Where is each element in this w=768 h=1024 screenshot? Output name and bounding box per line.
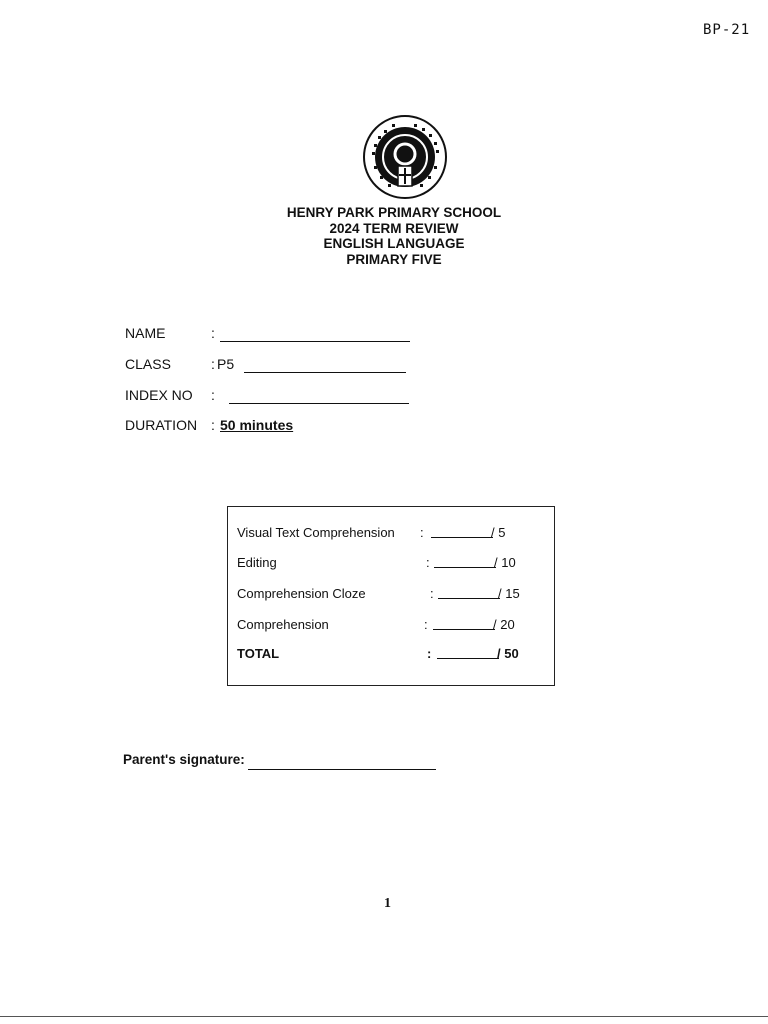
duration-value: 50 minutes xyxy=(220,417,294,433)
score-row-total: TOTAL : / 50 xyxy=(237,646,519,661)
name-blank[interactable] xyxy=(220,341,410,342)
parent-signature-blank[interactable] xyxy=(248,769,436,770)
exam-title: 2024 TERM REVIEW xyxy=(329,220,459,236)
score-row: Visual Text Comprehension : / 5 xyxy=(237,525,506,540)
bottom-divider xyxy=(0,1016,768,1017)
parent-signature-label: Parent's signature: xyxy=(123,752,245,767)
class-value: P5 xyxy=(217,356,235,372)
score-max: / 15 xyxy=(498,586,520,601)
score-row: Comprehension : / 20 xyxy=(237,617,515,632)
subject-title: ENGLISH LANGUAGE xyxy=(323,236,465,251)
score-max: / 20 xyxy=(493,617,515,632)
score-row: Comprehension Cloze : / 15 xyxy=(237,586,520,601)
score-blank[interactable] xyxy=(437,658,499,659)
school-crest-icon xyxy=(362,114,448,200)
school-name: HENRY PARK PRIMARY SCHOOL xyxy=(286,205,502,220)
score-section: Comprehension Cloze xyxy=(237,586,366,601)
score-section: TOTAL xyxy=(237,646,280,661)
index-blank[interactable] xyxy=(229,403,409,404)
name-label: NAME xyxy=(125,325,166,341)
score-blank[interactable] xyxy=(438,598,500,599)
score-section: Editing xyxy=(237,555,277,570)
score-blank[interactable] xyxy=(433,629,495,630)
score-row: Editing : / 10 xyxy=(237,555,516,570)
score-max: / 5 xyxy=(491,525,506,540)
level-title: PRIMARY FIVE xyxy=(346,251,442,267)
score-section: Comprehension xyxy=(237,617,329,632)
index-label: INDEX NO xyxy=(125,387,193,403)
score-section: Visual Text Comprehension xyxy=(237,525,395,540)
class-blank[interactable] xyxy=(244,372,406,373)
page-code: BP-21 xyxy=(703,22,751,38)
score-max: / 10 xyxy=(494,555,516,570)
score-table xyxy=(227,506,555,686)
class-label: CLASS xyxy=(125,356,171,372)
title-block xyxy=(194,205,594,267)
score-blank[interactable] xyxy=(434,567,496,568)
score-max: / 50 xyxy=(497,646,519,661)
page-number: 1 xyxy=(384,896,391,911)
duration-label: DURATION xyxy=(125,417,198,433)
score-blank[interactable] xyxy=(431,537,493,538)
